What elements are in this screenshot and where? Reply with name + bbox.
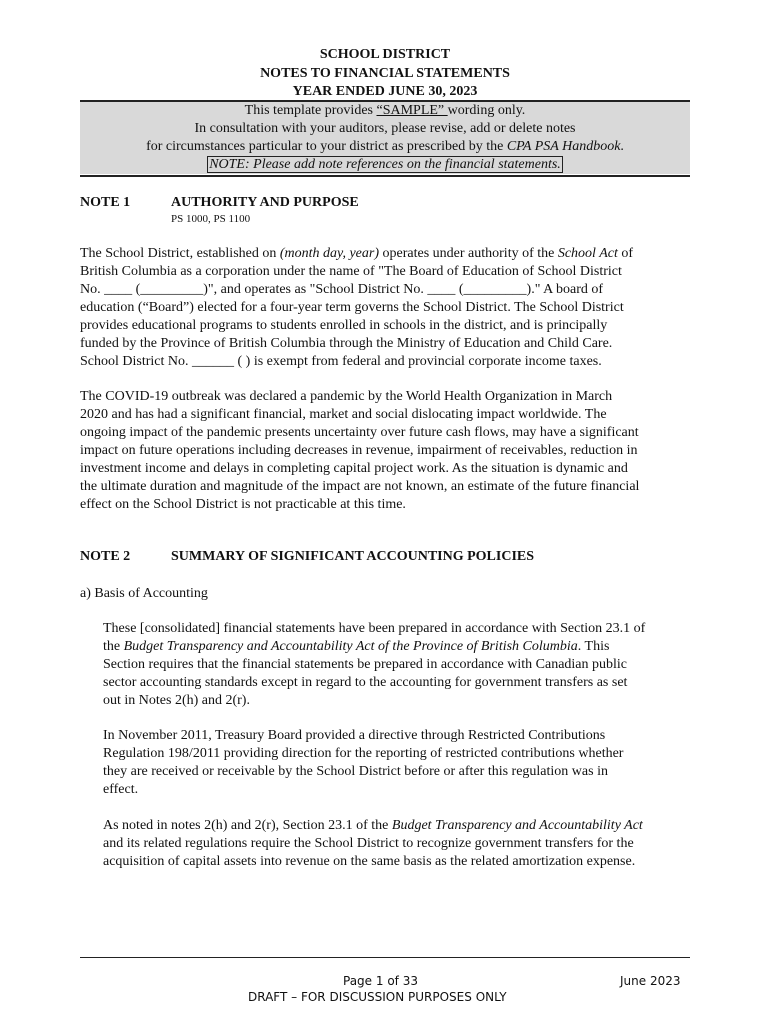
basis-of-accounting-heading: a) Basis of Accounting bbox=[80, 586, 208, 601]
period-heading: YEAR ENDED JUNE 30, 2023 bbox=[292, 84, 478, 99]
statement-heading: NOTES TO FINANCIAL STATEMENTS bbox=[260, 66, 510, 81]
banner-line-1: This template provides “SAMPLE” wording only. bbox=[244, 103, 526, 118]
note-1-title: AUTHORITY AND PURPOSE bbox=[171, 195, 359, 210]
sample-word: “SAMPLE” bbox=[376, 103, 448, 118]
note-2-title: SUMMARY OF SIGNIFICANT ACCOUNTING POLICIES bbox=[171, 549, 535, 564]
banner-rule bbox=[80, 175, 690, 177]
banner-line-2: In consultation with your auditors, please revise, add or delete notes bbox=[194, 121, 576, 136]
note-reference-reminder: NOTE: Please add note references on the financial statements. bbox=[209, 157, 561, 172]
district-heading: SCHOOL DISTRICT bbox=[319, 47, 451, 62]
note-2-paragraph-1: These [consolidated] financial statements have been prepared in accordance with Section 23.1 of the Budget Transparency and Accountability Act of the Province of British Columbia. This Section requires that the financial statements be prepared in accordance with Canadian public sector accounting standards except in regard to the accounting for government transfers as set out in Notes 2(h) and 2(r). bbox=[103, 621, 646, 708]
footer-date: June 2023 bbox=[620, 974, 681, 988]
draft-notice: DRAFT – FOR DISCUSSION PURPOSES ONLY bbox=[248, 990, 507, 1004]
template-banner bbox=[80, 102, 690, 174]
note-1-number: NOTE 1 bbox=[80, 195, 131, 210]
note-2-number: NOTE 2 bbox=[80, 549, 131, 564]
footer-rule bbox=[80, 957, 690, 958]
page-number: Page 1 of 33 bbox=[343, 974, 418, 988]
note-1-paragraph-1: The School District, established on (month day, year) operates under authority of the School Act of British Columbia as a corporation under the name of "The Board of Education of School District No. ____ (_________)", and operates as "School District No. ____ (_________)." A board of education (“Board”) elected for a four-year term governs the School District. The School District provides educational programs to students enrolled in schools in the district, and is principally funded by the Province of British Columbia through the Ministry of Education and Child Care. School District No. ______ ( ) is exempt from federal and provincial corporate income taxes. bbox=[80, 246, 634, 369]
note-1-paragraph-2: The COVID-19 outbreak was declared a pandemic by the World Health Organization in March 2020 and has had a significant financial, market and social dislocating impact worldwide. The ongoing impact of the pandemic presents uncertainty over future cash flows, may have a significant impact on future operations including decreases in revenue, impairment of receivables, reduction in investment income and delays in completing capital project work. As the situation is dynamic and the ultimate duration and magnitude of the impact are not known, an estimate of the future financial effect on the School District is not practicable at this time. bbox=[80, 389, 640, 512]
banner-line-4 bbox=[80, 156, 690, 174]
note-2-paragraph-3: As noted in notes 2(h) and 2(r), Section 23.1 of the Budget Transparency and Accountability Act and its related regulations require the School District to recognize government transfers for the acquisition of capital assets into revenue on the same basis as the related amortization expense. bbox=[103, 818, 643, 869]
banner-line-3: for circumstances particular to your district as prescribed by the CPA PSA Handbook. bbox=[146, 139, 624, 154]
note-1-references: PS 1000, PS 1100 bbox=[171, 213, 251, 225]
note-2-paragraph-2: In November 2011, Treasury Board provided a directive through Restricted Contributions Regulation 198/2011 providing direction for the reporting of restricted contributions whether they are received or receivable by the School District before or after this regulation was in effect. bbox=[103, 728, 624, 797]
